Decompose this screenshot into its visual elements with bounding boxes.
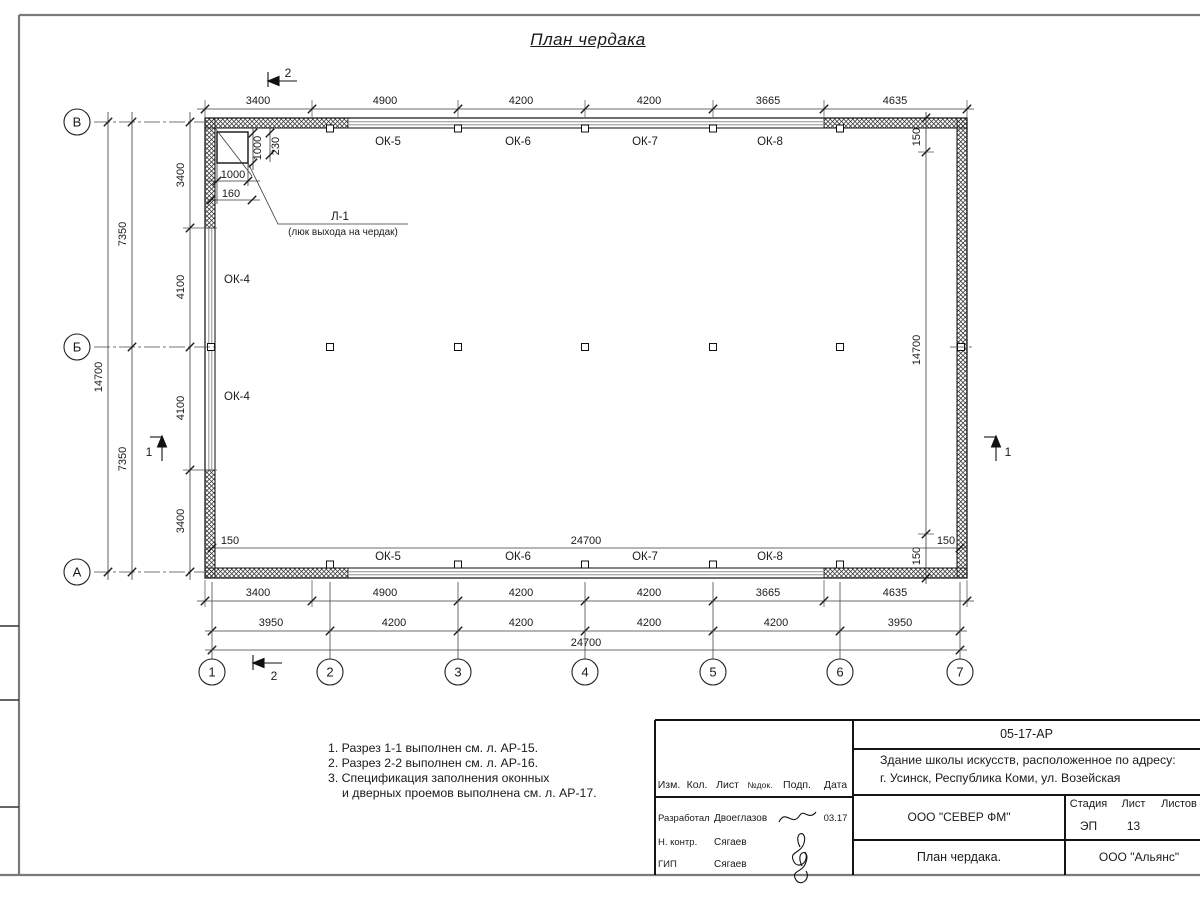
- tb-name-syagaev-2: Сягаев: [714, 859, 747, 870]
- dim-top-2: 4900: [372, 95, 398, 107]
- section-label-2: 2: [284, 66, 292, 80]
- dim-top-5: 3665: [755, 95, 781, 107]
- dim-top-3: 4200: [508, 95, 534, 107]
- window-labels-top: [375, 136, 783, 148]
- tb-role-gip: ГИП: [658, 859, 677, 870]
- frame-margin-ticks: [0, 626, 19, 807]
- dim-left-3400-top: 3400: [175, 162, 187, 188]
- dim-left-7350-upper: 7350: [117, 221, 129, 247]
- hatch-mark-label: Л-1: [331, 211, 349, 223]
- dim-150-right: 150: [936, 535, 956, 547]
- tb-drawing-title: План чердака.: [916, 850, 1002, 864]
- dim-bottom1-4: 4200: [636, 587, 662, 599]
- dim-bottom2-3: 4200: [508, 617, 534, 629]
- window-label: ОК-5: [375, 551, 401, 563]
- section-mark-2-top: [268, 66, 297, 87]
- dim-right-150-bottom: 150: [911, 546, 923, 566]
- hatch-dim-160: 160: [221, 188, 241, 200]
- inner-width-dimension: [205, 535, 967, 552]
- section-mark-1-left: [146, 436, 167, 461]
- section-mark-1-right: [984, 436, 1012, 461]
- hatch-dim-1000-h: 1000: [220, 169, 246, 181]
- dim-left-14700: 14700: [93, 361, 105, 393]
- tb-stage-value: ЭП: [1079, 819, 1098, 833]
- dim-top-4: 4200: [636, 95, 662, 107]
- tb-doc-code: 05-17-АР: [1000, 727, 1053, 741]
- section-label-1: 1: [1004, 445, 1012, 459]
- dim-inner-24700: 24700: [570, 535, 602, 547]
- tb-name-dvoeglazov: Двоеглазов: [714, 813, 768, 824]
- window-label: ОК-8: [757, 136, 783, 148]
- tb-contractor-org: ООО "Альянс": [1098, 850, 1180, 864]
- axis-number-1: 1: [208, 664, 216, 680]
- dim-top-6: 4635: [882, 95, 908, 107]
- tb-designer-org: ООО "СЕВЕР ФМ": [907, 810, 1011, 824]
- dim-left-4100-upper: 4100: [175, 274, 187, 300]
- top-dimension-chain: [197, 95, 974, 118]
- hatch-dim-1000-v: 1000: [252, 135, 264, 161]
- dim-bottom1-1: 3400: [245, 587, 271, 599]
- window-label: ОК-5: [375, 136, 401, 148]
- tb-header-list: Лист: [716, 779, 739, 791]
- dim-bottom1-3: 4200: [508, 587, 534, 599]
- window-label: ОК-6: [505, 551, 531, 563]
- hatch-dim-230: 230: [270, 136, 282, 156]
- tb-stage-label: Стадия: [1069, 798, 1108, 810]
- tb-project-line1: Здание школы искусств, расположенное по адресу:: [880, 753, 1176, 767]
- tb-role-razrabotal: Разработал: [658, 813, 710, 824]
- tb-header-data: Дата: [823, 779, 848, 791]
- axis-number-2: 2: [326, 664, 334, 680]
- window-labels-left: [224, 274, 250, 403]
- tb-sheet-label: Лист: [1121, 798, 1146, 810]
- axis-number-5: 5: [709, 664, 717, 680]
- tb-name-syagaev-1: Сягаев: [714, 837, 747, 848]
- window-labels-bottom: [375, 551, 783, 563]
- notes-block: [328, 741, 597, 801]
- note-line: 2. Разрез 2-2 выполнен см. л. АР-16.: [328, 756, 539, 770]
- axis-letter-b: Б: [72, 339, 82, 355]
- window-label: ОК-7: [632, 551, 658, 563]
- section-label-2: 2: [270, 669, 278, 683]
- section-label-1: 1: [145, 445, 153, 459]
- tb-project-line2: г. Усинск, Республика Коми, ул. Возейская: [880, 771, 1121, 785]
- tb-sheets-label: Листов: [1161, 798, 1197, 810]
- dim-bottom1-2: 4900: [372, 587, 398, 599]
- bottom-dimension-chains: [197, 580, 974, 654]
- signature-gip: [794, 853, 807, 883]
- signature-nkontr: [792, 834, 806, 865]
- axis-letter-a: А: [72, 564, 82, 580]
- axis-number-7: 7: [956, 664, 964, 680]
- tb-sheet-value: 13: [1126, 819, 1141, 833]
- dim-bottom2-1: 3950: [258, 617, 284, 629]
- axis-number-6: 6: [836, 664, 844, 680]
- tb-header-ndok: №док.: [747, 780, 773, 790]
- titleblock-line: [853, 748, 1200, 750]
- dim-bottom1-5: 3665: [755, 587, 781, 599]
- tb-header-podp: Подп.: [783, 779, 811, 791]
- page-title: План чердака: [530, 30, 646, 49]
- axis-number-3: 3: [454, 664, 462, 680]
- dim-bottom2-4: 4200: [636, 617, 662, 629]
- signatures: [779, 812, 816, 883]
- dim-top-1: 3400: [245, 95, 271, 107]
- dim-left-7350-lower: 7350: [117, 446, 129, 472]
- tb-header-izm: Изм.: [657, 779, 681, 791]
- tb-header-kol: Кол.: [686, 779, 708, 791]
- columns: [208, 125, 965, 568]
- dim-right-14700: 14700: [911, 334, 923, 366]
- window-label: ОК-4: [224, 391, 250, 403]
- axis-letter-bubbles: [64, 109, 90, 585]
- axis-letter-v: В: [72, 114, 82, 130]
- dim-bottom-total: 24700: [570, 637, 602, 649]
- window-label: ОК-7: [632, 136, 658, 148]
- tb-date: 03.17: [823, 813, 848, 824]
- dim-left-3400-bottom: 3400: [175, 508, 187, 534]
- axis-number-4: 4: [581, 664, 589, 680]
- tb-role-nkontr: Н. контр.: [658, 837, 698, 848]
- dim-150-left: 150: [220, 535, 240, 547]
- window-label: ОК-4: [224, 274, 250, 286]
- dim-bottom2-6: 3950: [887, 617, 913, 629]
- signature-razrabotal: [779, 812, 816, 822]
- titleblock-line: [655, 796, 853, 798]
- note-line: 3. Спецификация заполнения оконных: [328, 771, 550, 785]
- dim-bottom1-6: 4635: [882, 587, 908, 599]
- dim-bottom2-5: 4200: [763, 617, 789, 629]
- note-line: 1. Разрез 1-1 выполнен см. л. АР-15.: [328, 741, 539, 755]
- note-line: и дверных проемов выполнена см. л. АР-17.: [342, 786, 597, 800]
- section-mark-2-bottom: [253, 655, 282, 683]
- dim-right-150-top: 150: [911, 127, 923, 147]
- window-bands: [209, 122, 824, 575]
- dim-bottom2-2: 4200: [381, 617, 407, 629]
- right-dimension-chain: [911, 112, 934, 584]
- dim-left-4100-lower: 4100: [175, 395, 187, 421]
- hatch-description: (люк выхода на чердак): [288, 227, 398, 238]
- window-label: ОК-6: [505, 136, 531, 148]
- window-label: ОК-8: [757, 551, 783, 563]
